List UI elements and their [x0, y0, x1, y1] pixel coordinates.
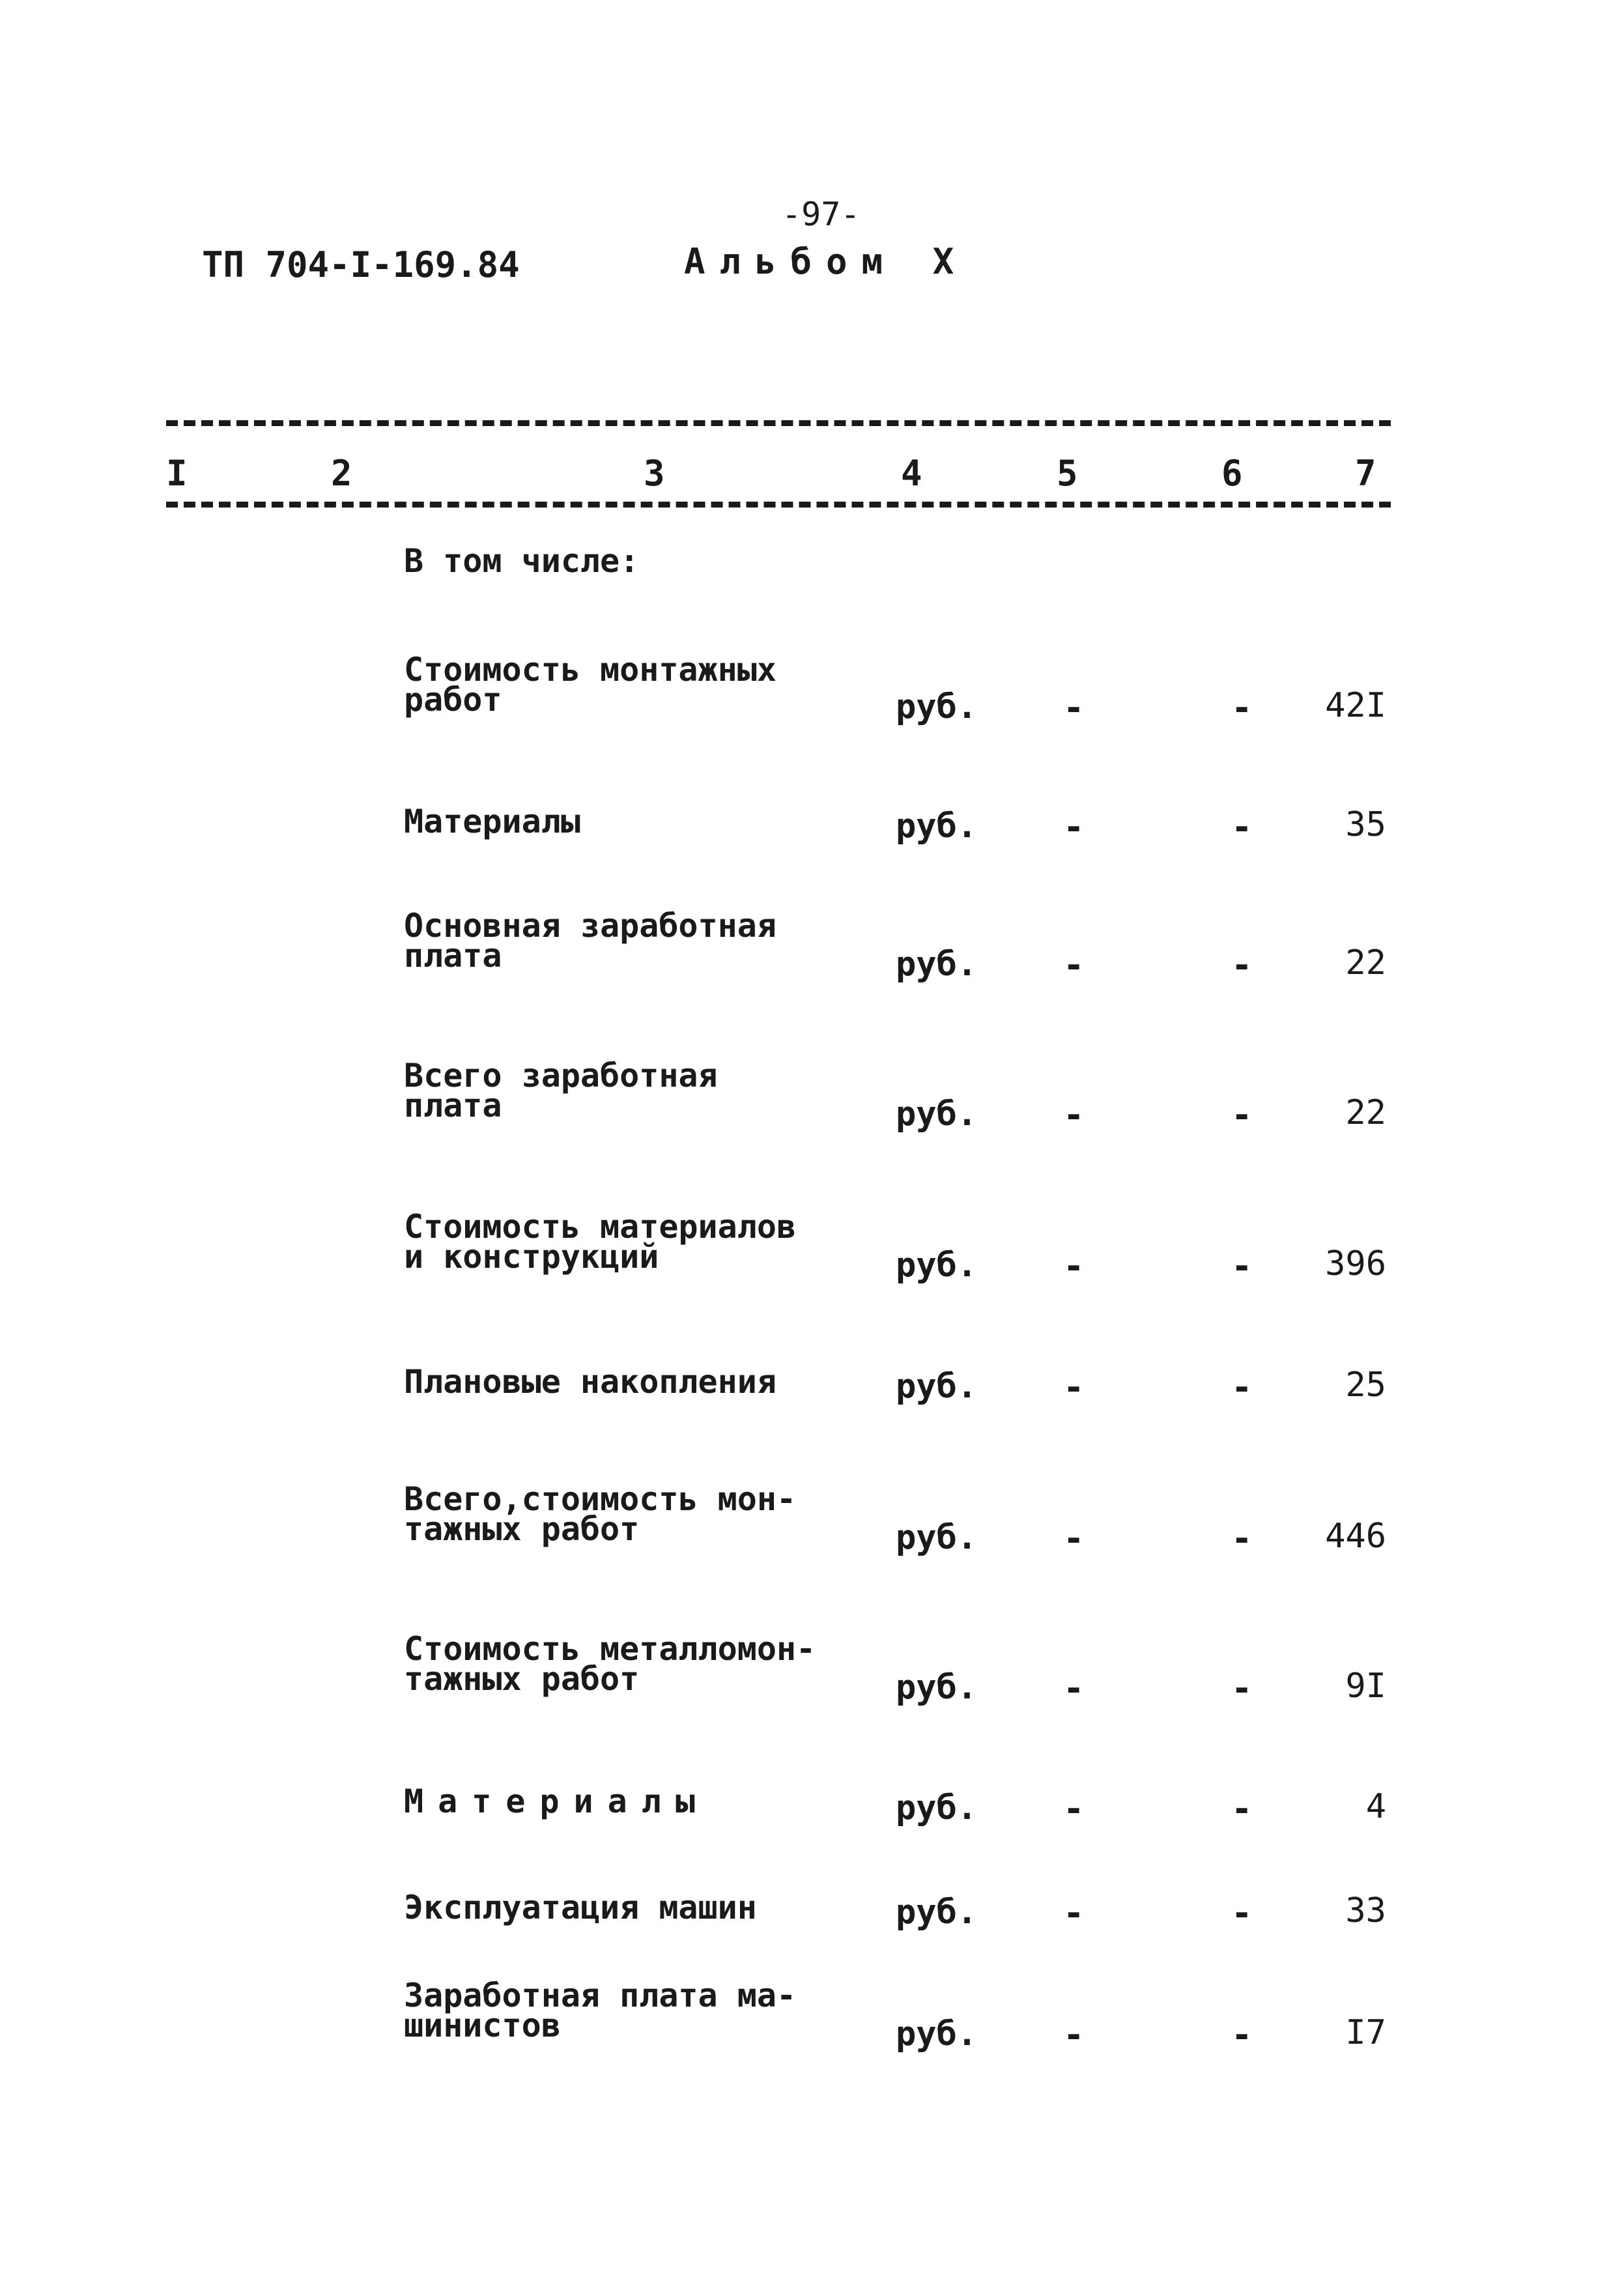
row-col6: - [1231, 807, 1253, 848]
row-value: 22 [1345, 1093, 1386, 1132]
row-col5: - [1063, 687, 1085, 728]
row-value: 25 [1345, 1366, 1386, 1405]
section-label: В том числе: [404, 542, 640, 580]
row-col5: - [1063, 1095, 1085, 1136]
row-unit: руб. [896, 1788, 978, 1827]
album-title: Альбом X [684, 241, 969, 282]
row-col6: - [1231, 1788, 1253, 1829]
row-unit: руб. [896, 1095, 978, 1134]
row-col6: - [1231, 1668, 1253, 1709]
row-col6: - [1231, 1893, 1253, 1934]
row-value: 4 [1365, 1787, 1386, 1826]
row-value: 22 [1345, 943, 1386, 982]
row-unit: руб. [896, 2014, 978, 2054]
row-value: I7 [1345, 2013, 1386, 2052]
row-label: Стоимость металломон- тажных работ [404, 1630, 816, 1698]
row-col6: - [1231, 1246, 1253, 1287]
row-col5: - [1063, 1518, 1085, 1559]
row-col5: - [1063, 1788, 1085, 1829]
row-value: 42I [1325, 686, 1386, 725]
row-col5: - [1063, 2014, 1085, 2055]
row-unit: руб. [896, 807, 978, 846]
row-label: Заработная плата ма- шинистов [404, 1977, 797, 2044]
header-bottom-rule [166, 502, 1391, 508]
row-label: Стоимость материалов и конструкций [404, 1208, 797, 1276]
row-label: Плановые накопления [404, 1363, 776, 1401]
row-unit: руб. [896, 1668, 978, 1707]
page-number: -97- [782, 195, 861, 233]
column-number-6: 6 [1221, 453, 1243, 494]
document-code: ТП 704-I-169.84 [202, 244, 520, 285]
row-col5: - [1063, 1668, 1085, 1709]
row-unit: руб. [896, 1367, 978, 1406]
row-unit: руб. [896, 687, 978, 726]
column-number-3: 3 [644, 453, 665, 494]
column-number-7: 7 [1355, 453, 1376, 494]
row-unit: руб. [896, 1893, 978, 1932]
row-label: Материалы [404, 1782, 709, 1820]
row-col5: - [1063, 1893, 1085, 1934]
row-unit: руб. [896, 945, 978, 984]
row-value: 33 [1345, 1891, 1386, 1930]
row-value: 396 [1325, 1244, 1386, 1283]
row-label: Всего заработная плата [404, 1057, 718, 1124]
row-value: 446 [1325, 1517, 1386, 1556]
column-number-1: I [166, 453, 188, 494]
row-value: 35 [1345, 805, 1386, 844]
row-label: Основная заработная плата [404, 907, 776, 975]
row-col6: - [1231, 1367, 1253, 1408]
row-col5: - [1063, 1246, 1085, 1287]
row-value: 9I [1345, 1667, 1386, 1706]
column-number-4: 4 [901, 453, 922, 494]
row-label: Всего,стоимость мон- тажных работ [404, 1480, 797, 1548]
row-col6: - [1231, 1518, 1253, 1559]
row-col5: - [1063, 945, 1085, 986]
row-label: Материалы [404, 803, 580, 840]
row-col5: - [1063, 807, 1085, 848]
column-number-5: 5 [1057, 453, 1078, 494]
row-col6: - [1231, 687, 1253, 728]
row-label: Стоимость монтажных работ [404, 651, 776, 719]
row-col5: - [1063, 1367, 1085, 1408]
row-col6: - [1231, 945, 1253, 986]
row-col6: - [1231, 1095, 1253, 1136]
column-number-2: 2 [331, 453, 352, 494]
row-col6: - [1231, 2014, 1253, 2055]
row-unit: руб. [896, 1246, 978, 1285]
header-top-rule [166, 420, 1391, 426]
row-label: Эксплуатация машин [404, 1889, 757, 1926]
row-unit: руб. [896, 1518, 978, 1557]
